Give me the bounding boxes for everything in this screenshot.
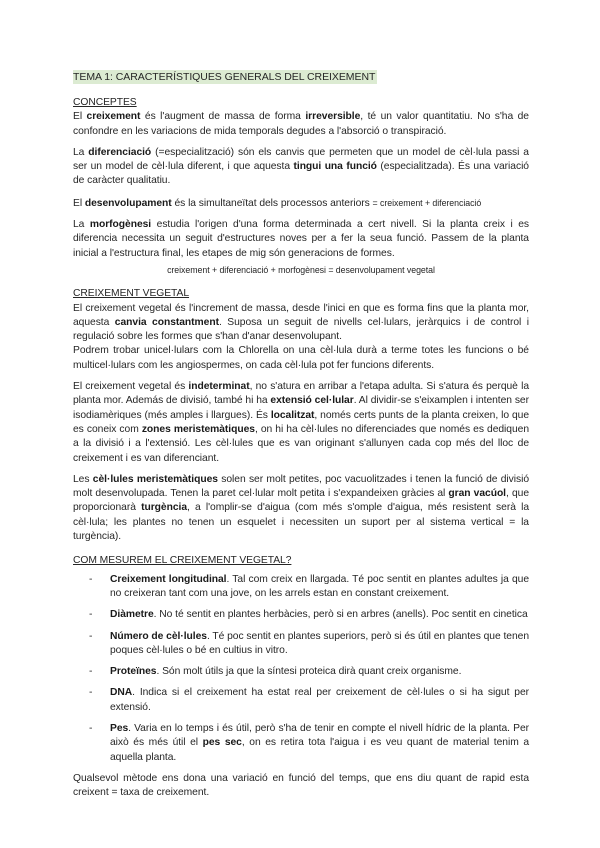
- paragraph-indeterminat: El creixement vegetal és indeterminat, no s'atura en arribar a l'etapa adulta. Si s'atura és perquè la planta mor. Además de divisió, també hi ha extensió cel·lular. Al dividir-se s'eixamplen i intenten ser isodiamèriques (més amples i llargues). És localitzat, només certs punts de la planta creixen, lo que es coneix com zones meristemàtiques, on hi ha cèl·lules no diferenciades que només es dediquen a la divisió i a l'extensió. Les cèl·lules que es van originant s'allunyen cada cop més del lloc de creixement i es van diferenciant.: [73, 381, 530, 464]
- list-item: - Diàmetre. No té sentit en plantes herbàcies, però si en arbres (anells). Poc sentit en cinetica: [89, 609, 528, 621]
- paragraph-morfogenesi: La morfogènesi estudia l'origen d'una forma determinada a cert nivell. Si la planta creix i es diferencia necessita un seguit d'estructures noves per a fer la seua funció. Passem de la planta inicial a l'estructura final, les etapes de mig són generacions de formes.: [73, 219, 529, 259]
- list-item: - Número de cèl·lules. Té poc sentit en plantes superiors, però si és útil en plantes que tenen poques cèl·lules o bé en cultius in vitro.: [89, 630, 529, 656]
- document-content: [73, 70, 529, 807]
- paragraph-diferenciacio: La diferenciació (=especialització) són els canvis que permeten que un model de cèl·lula passi a ser un model de cèl·lula diferent, i que aquesta tingui una funció (especialitzada). És una variació de caràcter qualitatiu.: [73, 146, 529, 187]
- page-title: TEMA 1: CARACTERÍSTIQUES GENERALS DEL CREIXEMENT: [73, 71, 376, 83]
- paragraph-creixement: El creixement és l'augment de massa de forma irreversible, té un valor quantitatiu. No s'ha de confondre en les variacions de mida temporals degudes a l'absorció o transpiració.: [73, 111, 529, 137]
- measurement-list: [73, 573, 529, 765]
- list-item: - Pes. Varia en lo temps i és útil, però s'ha de tenir en compte el nivell hídric de la planta. Per això és més útil el pes sec, on es retira tota l'aigua i es veu quant de material tenim a aquella planta.: [89, 722, 529, 763]
- formula-line: creixement + diferenciació + morfogènesi = desenvolupament vegetal: [167, 264, 435, 275]
- list-item: - Proteïnes. Són molt útils ja que la síntesi proteica dirà quant creix organisme.: [89, 666, 462, 678]
- section-heading-creixement-vegetal: CREIXEMENT VEGETAL: [73, 288, 190, 300]
- paragraph-unicel-lulars: Podrem trobar unicel·lulars com la Chlorella on una cèl·lula durà a terme totes les funcions o bé multicel·lulars com les angiospermes, on cada cèl·lula pot fer funcions diferents.: [73, 345, 529, 371]
- paragraph-conclusion: Qualsevol mètode ens dona una variació en funció del temps, que ens diu quant de rapid esta creixent = taxa de creixement.: [73, 772, 529, 799]
- section-heading-com-mesurem: COM MESUREM EL CREIXEMENT VEGETAL?: [73, 555, 292, 567]
- paragraph-desenvolupament: El desenvolupament és la simultaneïtat dels processos anteriors = creixement + diferenciació: [73, 197, 482, 209]
- paragraph-creixement-vegetal: El creixement vegetal és l'increment de massa, desde l'inici en que es forma fins que la planta mor, aquesta canvia constantment. Suposa un seguit de nivells cel·lulars, jeràrquics i de control i regulació sobre les formes que s'han d'anar desenvolupant.: [73, 302, 530, 343]
- list-item: - Creixement longitudinal. Tal com creix en llargada. Té poc sentit en plantes adultes ja que no creixeran tant com una jove, on les arrels estan en constant creixement.: [89, 573, 529, 599]
- section-heading-conceptes: CONCEPTES: [73, 97, 137, 108]
- list-item: - DNA. Indica si el creixement ha estat real per creixement de cèl·lules o si ha sigut per extensió.: [89, 687, 529, 713]
- paragraph-meristematiques: Les cèl·lules meristemàtiques solen ser molt petites, poc vacuolitzades i tenen la funció de divisió molt desenvolupada. Tenen la paret cel·lular molt petita i s'expandeixen gràcies al gran vacúol, que proporcionarà turgència, a l'omplir-se d'aigua (com més s'omple d'aigua, més resistent serà la cèl·lula; les plantes no tenen un esquelet i necessiten un suport per al sistema vertical = la turgència).: [73, 473, 530, 543]
